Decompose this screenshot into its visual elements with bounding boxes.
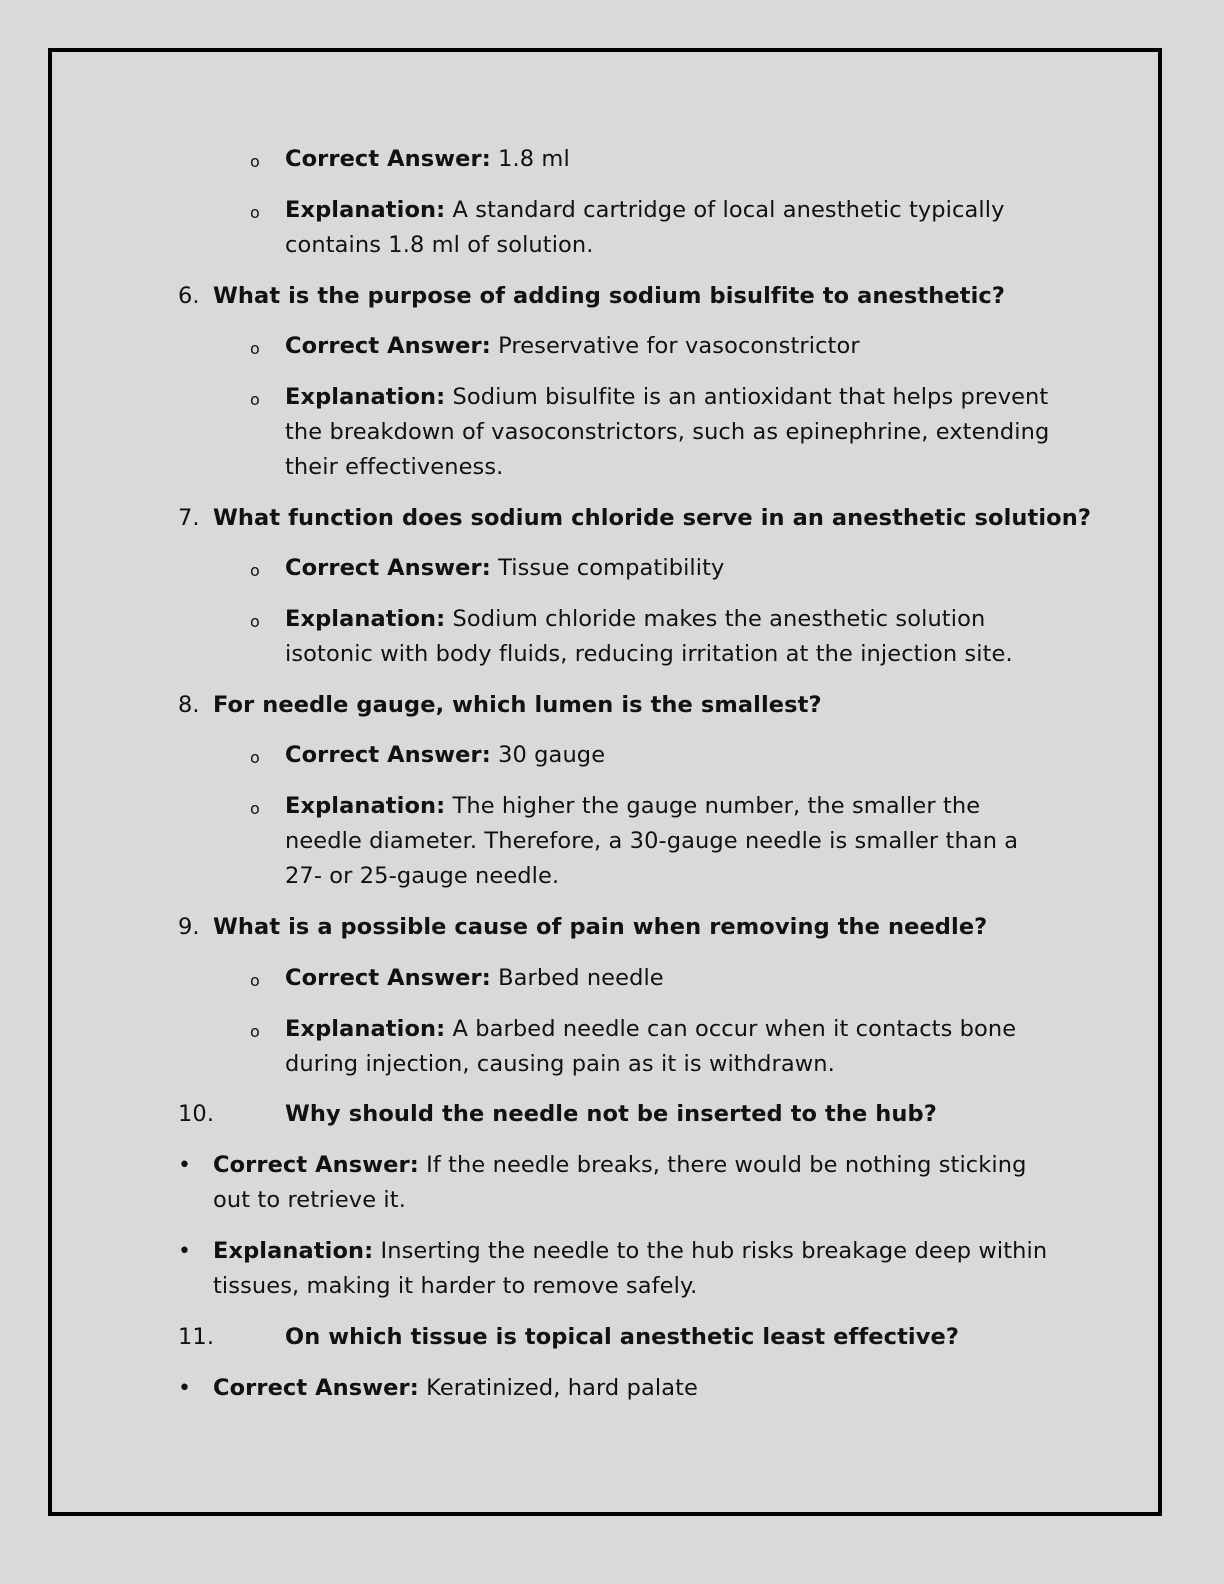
q8-number: 8. <box>178 692 200 718</box>
sub-bullet: o <box>250 561 260 580</box>
answer-text: 1.8 ml <box>498 146 570 172</box>
sub-bullet: o <box>250 1022 260 1041</box>
q6-question: What is the purpose of adding sodium bisulfite to anesthetic? <box>213 283 1005 309</box>
q8-explanation <box>285 789 980 824</box>
q11-number: 11. <box>178 1324 215 1350</box>
answer-text: If the needle breaks, there would be nothing sticking <box>426 1152 1027 1178</box>
q9-explanation <box>285 1012 1016 1047</box>
explanation-text: Sodium chloride makes the anesthetic solution <box>452 606 986 632</box>
answer-text: Preservative for vasoconstrictor <box>498 333 860 359</box>
q7-number: 7. <box>178 505 200 531</box>
answer-text: Barbed needle <box>498 965 664 991</box>
explanation-text: The higher the gauge number, the smaller the <box>452 793 981 819</box>
answer-text: 30 gauge <box>498 742 606 768</box>
bullet: • <box>178 1239 191 1264</box>
explanation-label: Explanation: <box>285 384 446 410</box>
q7-explanation-cont: isotonic with body fluids, reducing irritation at the injection site. <box>285 641 1013 667</box>
q5-explanation <box>285 193 1005 228</box>
answer-text: Tissue compatibility <box>498 555 725 581</box>
bullet: • <box>178 1376 191 1401</box>
sub-bullet: o <box>250 152 260 171</box>
explanation-label: Explanation: <box>285 606 446 632</box>
answer-label: Correct Answer: <box>285 555 491 581</box>
q10-explanation-cont: tissues, making it harder to remove safely. <box>213 1273 698 1299</box>
q5-explanation-cont: contains 1.8 ml of solution. <box>285 232 594 258</box>
sub-bullet: o <box>250 971 260 990</box>
q6-explanation-cont: the breakdown of vasoconstrictors, such as epinephrine, extending <box>285 419 1050 445</box>
explanation-label: Explanation: <box>285 793 446 819</box>
q6-explanation-cont: their effectiveness. <box>285 454 504 480</box>
sub-bullet: o <box>250 799 260 818</box>
q6-explanation <box>285 380 1048 415</box>
q7-explanation <box>285 602 985 637</box>
q10-explanation <box>213 1234 1047 1269</box>
q9-answer <box>285 961 664 996</box>
explanation-label: Explanation: <box>285 197 446 223</box>
q10-answer-cont: out to retrieve it. <box>213 1187 406 1213</box>
explanation-text: A standard cartridge of local anesthetic typically <box>452 197 1005 223</box>
answer-label: Correct Answer: <box>285 333 491 359</box>
sub-bullet: o <box>250 390 260 409</box>
q10-question: Why should the needle not be inserted to the hub? <box>285 1101 937 1127</box>
q9-explanation-cont: during injection, causing pain as it is withdrawn. <box>285 1051 835 1077</box>
q6-answer <box>285 329 860 364</box>
q5-answer <box>285 142 570 177</box>
explanation-text: Sodium bisulfite is an antioxidant that helps prevent <box>452 384 1049 410</box>
q11-answer <box>213 1371 698 1406</box>
sub-bullet: o <box>250 612 260 631</box>
sub-bullet: o <box>250 339 260 358</box>
q8-explanation-cont: 27- or 25-gauge needle. <box>285 863 560 889</box>
answer-label: Correct Answer: <box>285 146 491 172</box>
answer-label: Correct Answer: <box>285 965 491 991</box>
answer-label: Correct Answer: <box>285 742 491 768</box>
q6-number: 6. <box>178 283 200 309</box>
explanation-text: Inserting the needle to the hub risks breakage deep within <box>380 1238 1048 1264</box>
explanation-text: A barbed needle can occur when it contacts bone <box>452 1016 1017 1042</box>
explanation-label: Explanation: <box>285 1016 446 1042</box>
q9-question: What is a possible cause of pain when removing the needle? <box>213 914 988 940</box>
sub-bullet: o <box>250 748 260 767</box>
q9-number: 9. <box>178 914 200 940</box>
bullet: • <box>178 1153 191 1178</box>
explanation-label: Explanation: <box>213 1238 374 1264</box>
q11-question: On which tissue is topical anesthetic least effective? <box>285 1324 960 1350</box>
q7-answer <box>285 551 724 586</box>
q8-explanation-cont: needle diameter. Therefore, a 30-gauge needle is smaller than a <box>285 828 1019 854</box>
q7-question: What function does sodium chloride serve in an anesthetic solution? <box>213 505 1092 531</box>
q10-answer <box>213 1148 1027 1183</box>
q8-question: For needle gauge, which lumen is the smallest? <box>213 692 822 718</box>
answer-label: Correct Answer: <box>213 1375 419 1401</box>
answer-text: Keratinized, hard palate <box>426 1375 698 1401</box>
answer-label: Correct Answer: <box>213 1152 419 1178</box>
q8-answer <box>285 738 605 773</box>
sub-bullet: o <box>250 203 260 222</box>
q10-number: 10. <box>178 1101 215 1127</box>
